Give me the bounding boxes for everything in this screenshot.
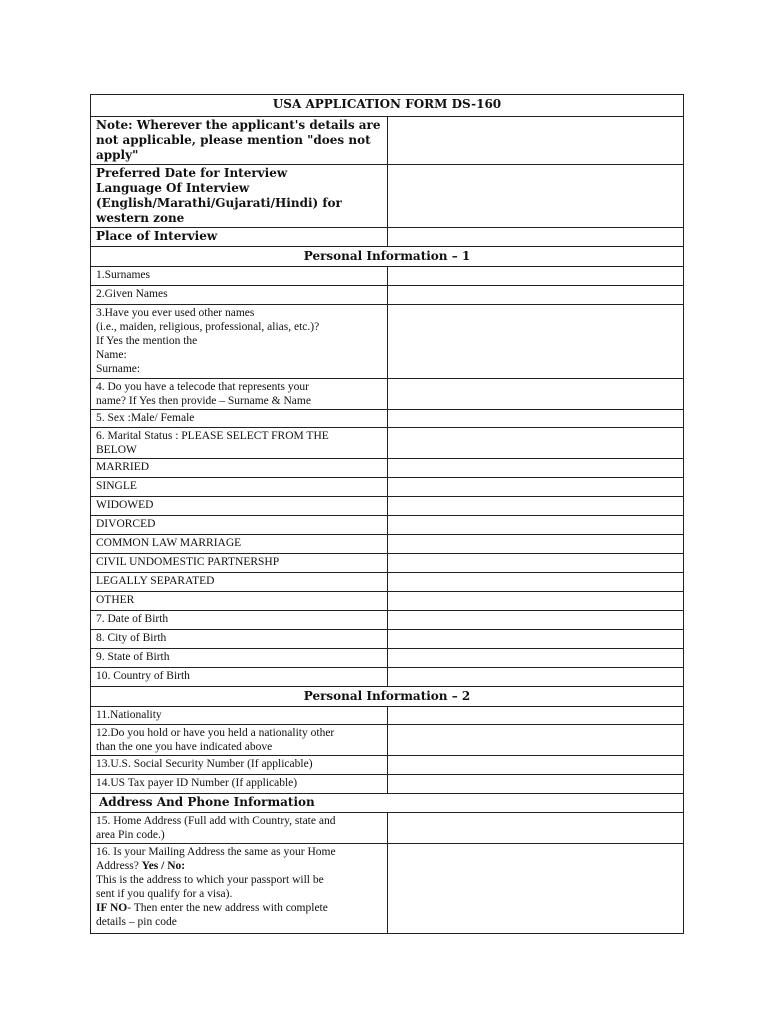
q11-label: 11.Nationality bbox=[91, 707, 388, 725]
q3-line-5: Surname: bbox=[96, 363, 141, 375]
q5-label: 5. Sex :Male/ Female bbox=[91, 410, 388, 428]
marital-widowed-answer-cell[interactable] bbox=[387, 497, 684, 516]
marital-option-married: MARRIED bbox=[91, 459, 388, 478]
q16-answer-cell[interactable] bbox=[387, 844, 684, 934]
q16-line-1: 16. Is your Mailing Address the same as your Home bbox=[96, 846, 336, 858]
marital-option-row bbox=[91, 554, 684, 573]
interview-answer-cell[interactable] bbox=[387, 165, 684, 228]
q16-yes-no: Yes / No: bbox=[141, 860, 186, 872]
q16-line-5 bbox=[96, 901, 382, 915]
marital-single-answer-cell[interactable] bbox=[387, 478, 684, 497]
marital-option-common-law: COMMON LAW MARRIAGE bbox=[91, 535, 388, 554]
q3-line-3: If Yes the mention the bbox=[96, 335, 198, 347]
q6-line-2: BELOW bbox=[96, 444, 137, 456]
marital-married-answer-cell[interactable] bbox=[387, 459, 684, 478]
q10-row bbox=[91, 668, 684, 687]
marital-option-row bbox=[91, 573, 684, 592]
q12-answer-cell[interactable] bbox=[387, 725, 684, 756]
marital-common-law-answer-cell[interactable] bbox=[387, 535, 684, 554]
q9-row bbox=[91, 649, 684, 668]
q4-line-2: name? If Yes then provide – Surname & Name bbox=[96, 395, 311, 407]
q16-line-2 bbox=[96, 859, 382, 873]
q12-label bbox=[91, 725, 388, 756]
q8-answer-cell[interactable] bbox=[387, 630, 684, 649]
section-row-personal-2 bbox=[91, 687, 684, 707]
q3-answer-cell[interactable] bbox=[387, 305, 684, 379]
q16-if-no: IF NO bbox=[96, 902, 128, 914]
q15-line-1: 15. Home Address (Full add with Country, state and bbox=[96, 815, 336, 827]
marital-option-row bbox=[91, 478, 684, 497]
q16-line-4: sent if you qualify for a visa). bbox=[96, 888, 233, 900]
q10-answer-cell[interactable] bbox=[387, 668, 684, 687]
marital-option-other: OTHER bbox=[91, 592, 388, 611]
ds160-form-table bbox=[90, 94, 684, 934]
note-answer-cell[interactable] bbox=[387, 117, 684, 165]
q6-row bbox=[91, 428, 684, 459]
q5-row bbox=[91, 410, 684, 428]
q16-label bbox=[91, 844, 388, 934]
interview-label bbox=[91, 165, 388, 228]
section-personal-2-heading: Personal Information – 2 bbox=[91, 687, 684, 707]
q4-line-1: 4. Do you have a telecode that represents your bbox=[96, 381, 309, 393]
q4-answer-cell[interactable] bbox=[387, 379, 684, 410]
q11-row bbox=[91, 707, 684, 725]
q2-label: 2.Given Names bbox=[91, 286, 388, 305]
q16-line-3: This is the address to which your passport will be bbox=[96, 874, 324, 886]
title-row bbox=[91, 95, 684, 117]
section-row-personal-1 bbox=[91, 247, 684, 267]
q14-answer-cell[interactable] bbox=[387, 775, 684, 794]
marital-option-divorced: DIVORCED bbox=[91, 516, 388, 535]
marital-civil-answer-cell[interactable] bbox=[387, 554, 684, 573]
interview-line-1: Preferred Date for Interview bbox=[96, 166, 288, 180]
q13-row bbox=[91, 756, 684, 775]
interview-row bbox=[91, 165, 684, 228]
q1-label: 1.Surnames bbox=[91, 267, 388, 286]
q7-answer-cell[interactable] bbox=[387, 611, 684, 630]
q2-row bbox=[91, 286, 684, 305]
form-title: USA APPLICATION FORM DS-160 bbox=[91, 95, 684, 117]
interview-line-4: western zone bbox=[96, 211, 185, 225]
q12-line-1: 12.Do you hold or have you held a nationality other bbox=[96, 727, 335, 739]
q14-label: 14.US Tax payer ID Number (If applicable) bbox=[91, 775, 388, 794]
q1-answer-cell[interactable] bbox=[387, 267, 684, 286]
q8-row bbox=[91, 630, 684, 649]
interview-line-2: Language Of Interview bbox=[96, 181, 250, 195]
q4-row bbox=[91, 379, 684, 410]
q15-row bbox=[91, 813, 684, 844]
marital-option-widowed: WIDOWED bbox=[91, 497, 388, 516]
q11-answer-cell[interactable] bbox=[387, 707, 684, 725]
place-of-interview-label: Place of Interview bbox=[91, 228, 388, 247]
marital-option-row bbox=[91, 497, 684, 516]
q14-row bbox=[91, 775, 684, 794]
interview-line-3: (English/Marathi/Gujarati/Hindi) for bbox=[96, 196, 342, 210]
q5-answer-cell[interactable] bbox=[387, 410, 684, 428]
section-address-heading: Address And Phone Information bbox=[91, 794, 684, 813]
marital-option-legally-separated: LEGALLY SEPARATED bbox=[91, 573, 388, 592]
q9-label: 9. State of Birth bbox=[91, 649, 388, 668]
note-label: Note: Wherever the applicant's details are not applicable, please mention "does not apply" bbox=[91, 117, 388, 165]
marital-option-row bbox=[91, 535, 684, 554]
q2-answer-cell[interactable] bbox=[387, 286, 684, 305]
section-row-address bbox=[91, 794, 684, 813]
q3-label bbox=[91, 305, 388, 379]
q3-line-4: Name: bbox=[96, 349, 127, 361]
marital-option-row bbox=[91, 516, 684, 535]
q6-line-1: 6. Marital Status : PLEASE SELECT FROM THE bbox=[96, 430, 329, 442]
q12-line-2: than the one you have indicated above bbox=[96, 741, 273, 753]
q16-line-5-rest: - Then enter the new address with complete bbox=[127, 902, 328, 914]
marital-separated-answer-cell[interactable] bbox=[387, 573, 684, 592]
q6-label bbox=[91, 428, 388, 459]
q10-label: 10. Country of Birth bbox=[91, 668, 388, 687]
marital-option-single: SINGLE bbox=[91, 478, 388, 497]
q13-label: 13.U.S. Social Security Number (If applicable) bbox=[91, 756, 388, 775]
marital-other-answer-cell[interactable] bbox=[387, 592, 684, 611]
q15-line-2: area Pin code.) bbox=[96, 829, 165, 841]
q3-line-2: (i.e., maiden, religious, professional, alias, etc.)? bbox=[96, 321, 320, 333]
q1-row bbox=[91, 267, 684, 286]
q4-label bbox=[91, 379, 388, 410]
q6-answer-cell[interactable] bbox=[387, 428, 684, 459]
place-answer-cell[interactable] bbox=[387, 228, 684, 247]
marital-option-row bbox=[91, 592, 684, 611]
q3-line-1: 3.Have you ever used other names bbox=[96, 307, 255, 319]
q13-answer-cell[interactable] bbox=[387, 756, 684, 775]
marital-option-row bbox=[91, 459, 684, 478]
q7-label: 7. Date of Birth bbox=[91, 611, 388, 630]
q15-label bbox=[91, 813, 388, 844]
q7-row bbox=[91, 611, 684, 630]
place-row bbox=[91, 228, 684, 247]
section-personal-1-heading: Personal Information – 1 bbox=[91, 247, 684, 267]
note-row bbox=[91, 117, 684, 165]
q9-answer-cell[interactable] bbox=[387, 649, 684, 668]
q12-row bbox=[91, 725, 684, 756]
q3-row bbox=[91, 305, 684, 379]
marital-divorced-answer-cell[interactable] bbox=[387, 516, 684, 535]
q16-line-2-prefix: Address? bbox=[96, 860, 142, 872]
q16-row bbox=[91, 844, 684, 934]
q8-label: 8. City of Birth bbox=[91, 630, 388, 649]
marital-option-civil-partnership: CIVIL UNDOMESTIC PARTNERSHP bbox=[91, 554, 388, 573]
q16-line-6: details – pin code bbox=[96, 916, 177, 928]
q15-answer-cell[interactable] bbox=[387, 813, 684, 844]
